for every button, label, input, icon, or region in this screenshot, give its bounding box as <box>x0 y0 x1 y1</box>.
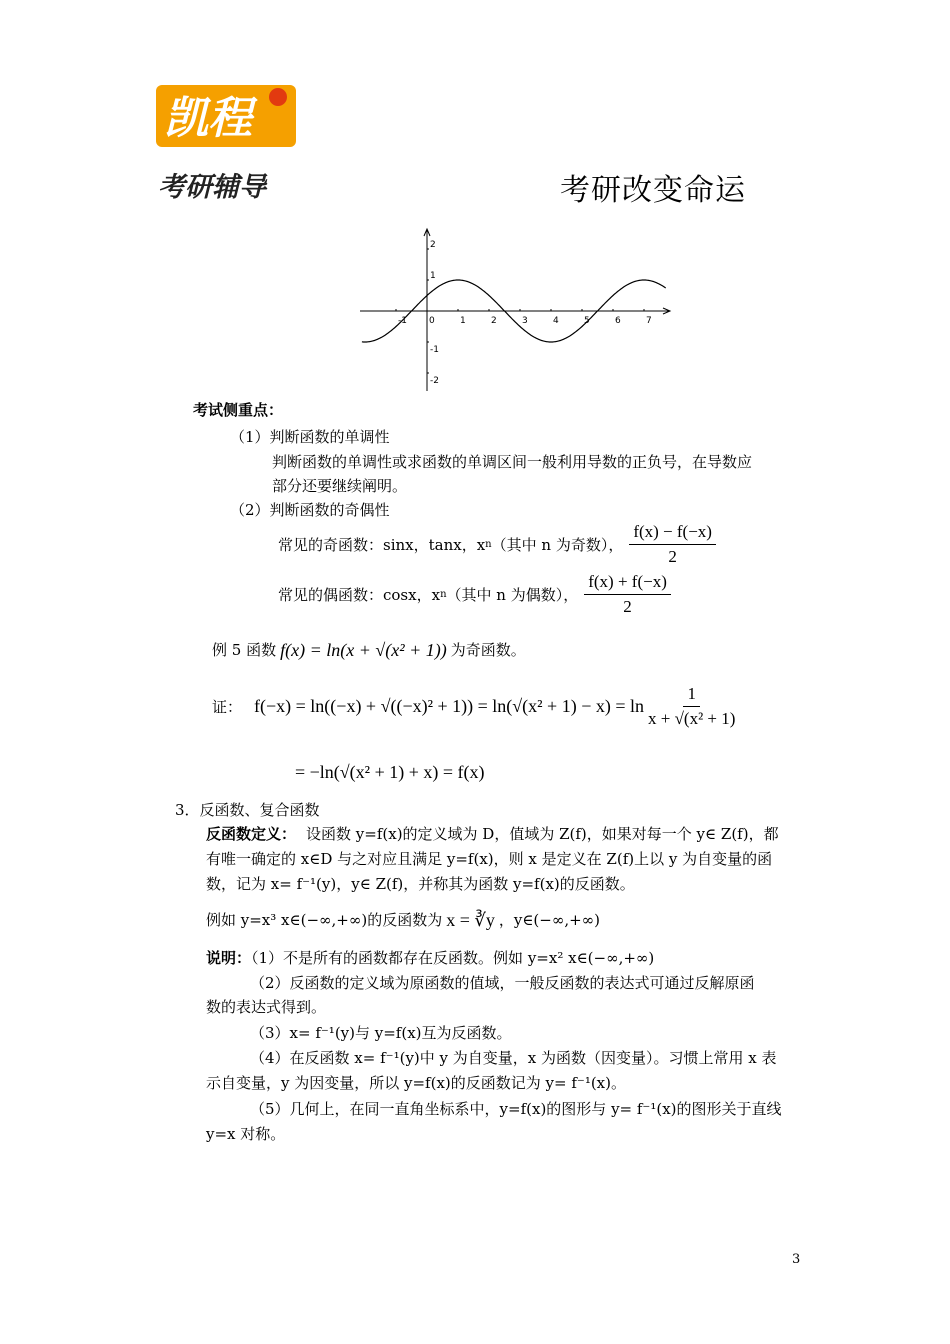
y-tick-label: -2 <box>430 376 439 386</box>
header-slogan: 考研改变命运 <box>560 173 746 208</box>
odd-denominator: 2 <box>668 547 677 566</box>
proof-denominator: x + √(x² + 1) <box>648 709 736 728</box>
even-numerator: f(x) + f(−x) <box>584 572 671 595</box>
odd-sup: n <box>485 539 492 550</box>
section3-heading: 3．反函数、复合函数 <box>175 801 320 819</box>
proof-numerator: 1 <box>683 684 700 707</box>
x-tick-label: 5 <box>584 316 590 326</box>
note3: （3）x= f⁻¹(y)与 y=f(x)互为反函数。 <box>250 1024 512 1042</box>
item1-text-a: 判断函数的单调性或求函数的单调区间一般利用导数的正负号，在导数应 <box>272 453 753 471</box>
odd-numerator: f(x) − f(−x) <box>629 522 716 545</box>
x-tick-label: 6 <box>615 316 621 326</box>
note1-line <box>206 946 654 970</box>
item2-title: （2）判断函数的奇偶性 <box>230 501 390 519</box>
example-cube-c: ，y∈(−∞,+∞) <box>498 911 601 929</box>
x-tick-label: 3 <box>522 316 528 326</box>
example5-suffix: 为奇函数。 <box>450 641 526 659</box>
note4a: （4）在反函数 x= f⁻¹(y)中 y 为自变量，x 为函数（因变量）。习惯上常用 x 表 <box>250 1049 777 1067</box>
proof-line1 <box>212 684 735 729</box>
example5-formula: f(x) = ln(x + √(x² + 1)) <box>280 640 447 660</box>
logo-subtitle: 考研辅导 <box>158 172 266 203</box>
svg-text:凯程: 凯程 <box>164 93 252 144</box>
x-tick-label: 1 <box>460 316 466 326</box>
logo <box>150 75 310 203</box>
note-label: 说明： <box>206 949 252 967</box>
note5b: y=x 对称。 <box>206 1125 286 1143</box>
y-tick-label: 2 <box>430 240 436 250</box>
definition-line2: 有唯一确定的 x∈D 与之对应且满足 y=f(x)，则 x 是定义在 Z(f)上以 y 为自变量的函 <box>206 850 773 868</box>
example-cube-b: x = ∛y <box>446 910 495 930</box>
definition-line3: 数，记为 x= f⁻¹(y)，y∈ Z(f)，并称其为函数 y=f(x)的反函数。 <box>206 875 635 893</box>
example-cube-root <box>206 908 600 932</box>
x-tick-label: -1 <box>398 316 407 326</box>
proof-fraction <box>648 684 735 729</box>
proof-line2: = −ln(√(x² + 1) + x) = f(x) <box>295 762 485 782</box>
definition-label: 反函数定义： <box>206 825 297 843</box>
odd-fraction <box>629 522 716 567</box>
y-tick-label: 1 <box>430 271 436 281</box>
note2a: （2）反函数的定义域为原函数的值域，一般反函数的表达式可通过反解原函 <box>250 974 755 992</box>
note4b: 示自变量，y 为因变量，所以 y=f(x)的反函数记为 y= f⁻¹(x)。 <box>206 1074 626 1092</box>
note5a: （5）几何上，在同一直角坐标系中，y=f(x)的图形与 y= f⁻¹(x)的图形关于直线 <box>250 1100 782 1118</box>
x-tick-label: 7 <box>646 316 652 326</box>
odd-functions-line <box>278 522 716 567</box>
odd-suffix: （其中 n 为奇数）， <box>491 536 624 554</box>
even-suffix: （其中 n 为偶数）， <box>446 586 579 604</box>
example-cube-a: 例如 y=x³ x∈(−∞,+∞)的反函数为 <box>206 911 443 929</box>
item1-text-b: 部分还要继续阐明。 <box>272 477 408 495</box>
even-denominator: 2 <box>623 597 632 616</box>
odd-prefix: 常见的奇函数：sinx，tanx，x <box>278 536 486 554</box>
even-sup: n <box>440 589 447 600</box>
even-functions-line <box>278 572 671 617</box>
note2b: 数的表达式得到。 <box>206 998 327 1016</box>
logo-graphic <box>150 75 310 155</box>
x-tick-label: 0 <box>429 316 435 326</box>
even-prefix: 常见的偶函数：cosx，x <box>278 586 441 604</box>
example5-line <box>212 638 526 662</box>
proof-formula1: f(−x) = ln((−x) + √((−x)² + 1)) = ln(√(x² + 1) − x) = ln <box>254 696 644 716</box>
note1: （1）不是所有的函数都存在反函数。例如 y=x² x∈(−∞,+∞) <box>251 949 655 967</box>
even-fraction <box>584 572 671 617</box>
definition-line1 <box>206 822 779 846</box>
example5-label: 例 5 函数 <box>212 641 277 659</box>
y-tick-label: -1 <box>430 345 439 355</box>
exam-focus-title: 考试侧重点： <box>193 401 284 419</box>
x-tick-label: 4 <box>553 316 559 326</box>
cosine-graph <box>355 225 675 395</box>
page-number: 3 <box>792 1252 801 1267</box>
proof-label: 证： <box>212 698 243 716</box>
x-tick-label: 2 <box>491 316 497 326</box>
definition-text1: 设函数 y=f(x)的定义域为 D，值域为 Z(f)，如果对每一个 y∈ Z(f)，都 <box>306 825 779 843</box>
item1-title: （1）判断函数的单调性 <box>230 428 390 446</box>
